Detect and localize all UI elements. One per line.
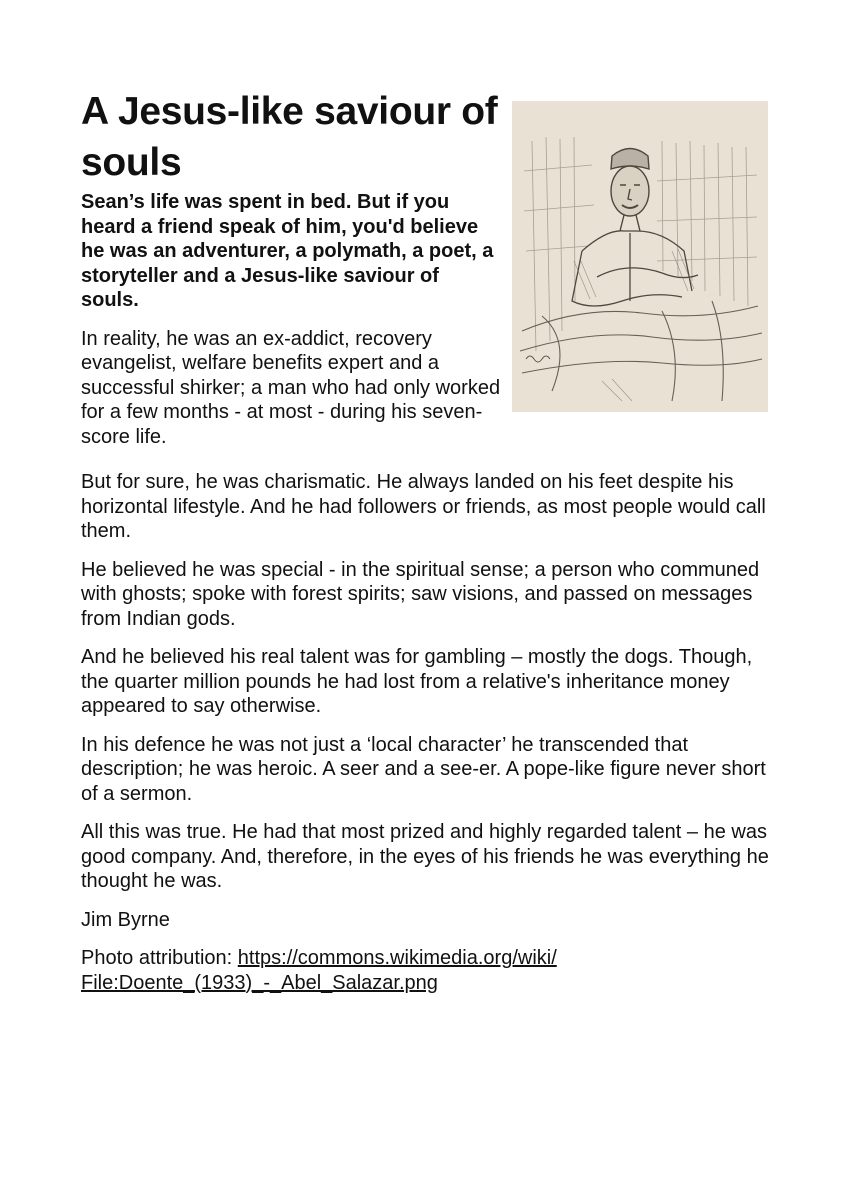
attribution-link-line1: https://commons.wikimedia.org/wiki/ (237, 947, 557, 969)
article-lede: Sean’s life was spent in bed. But if you heard a friend speak of him, you'd believe he was an adventurer, a polymath, a poet, a storyteller and a Jesus-like saviour of souls. (81, 191, 494, 311)
paragraph-4: In his defence he was not just a ‘local character’ he transcended that description; he was heroic. A seer and a see-er. A pope-like figure never short of a sermon. (81, 733, 766, 805)
pencil-sketch-man-in-bed-icon (512, 101, 768, 412)
article-body (81, 470, 771, 995)
attribution-label: Photo attribution: (81, 947, 233, 969)
photo-attribution (81, 946, 771, 995)
paragraph-5: All this was true. He had that most prized and highly regarded talent – he was good company. And, therefore, in the eyes of his friends he was everything he thought he was. (81, 821, 769, 892)
top-section (81, 86, 771, 470)
paragraph-1: But for sure, he was charismatic. He always landed on his feet despite his horizontal lifestyle. And he had followers or friends, as most people would call them. (81, 471, 766, 542)
article-title: A Jesus-like saviour of souls (81, 90, 498, 184)
attribution-link-line2: File:Doente_(1933)_-_Abel_Salazar.png (81, 971, 438, 994)
sketch-illustration (512, 101, 768, 412)
paragraph-2: He believed he was special - in the spiritual sense; a person who communed with ghosts; spoke with forest spirits; saw visions, and passed on messages from Indian gods. (81, 558, 760, 630)
author-name: Jim Byrne (81, 908, 170, 931)
reality-paragraph: In reality, he was an ex-addict, recovery evangelist, welfare benefits expert and a successful shirker; a man who had only worked for a few months - at most - during his seven-score life. (81, 327, 501, 448)
intro-column (81, 86, 501, 449)
paragraph-3: And he believed his real talent was for gambling – mostly the dogs. Though, the quarter million pounds he had lost from a relative's inheritance money appeared to say otherwise. (81, 646, 753, 717)
document-page (81, 86, 771, 1009)
